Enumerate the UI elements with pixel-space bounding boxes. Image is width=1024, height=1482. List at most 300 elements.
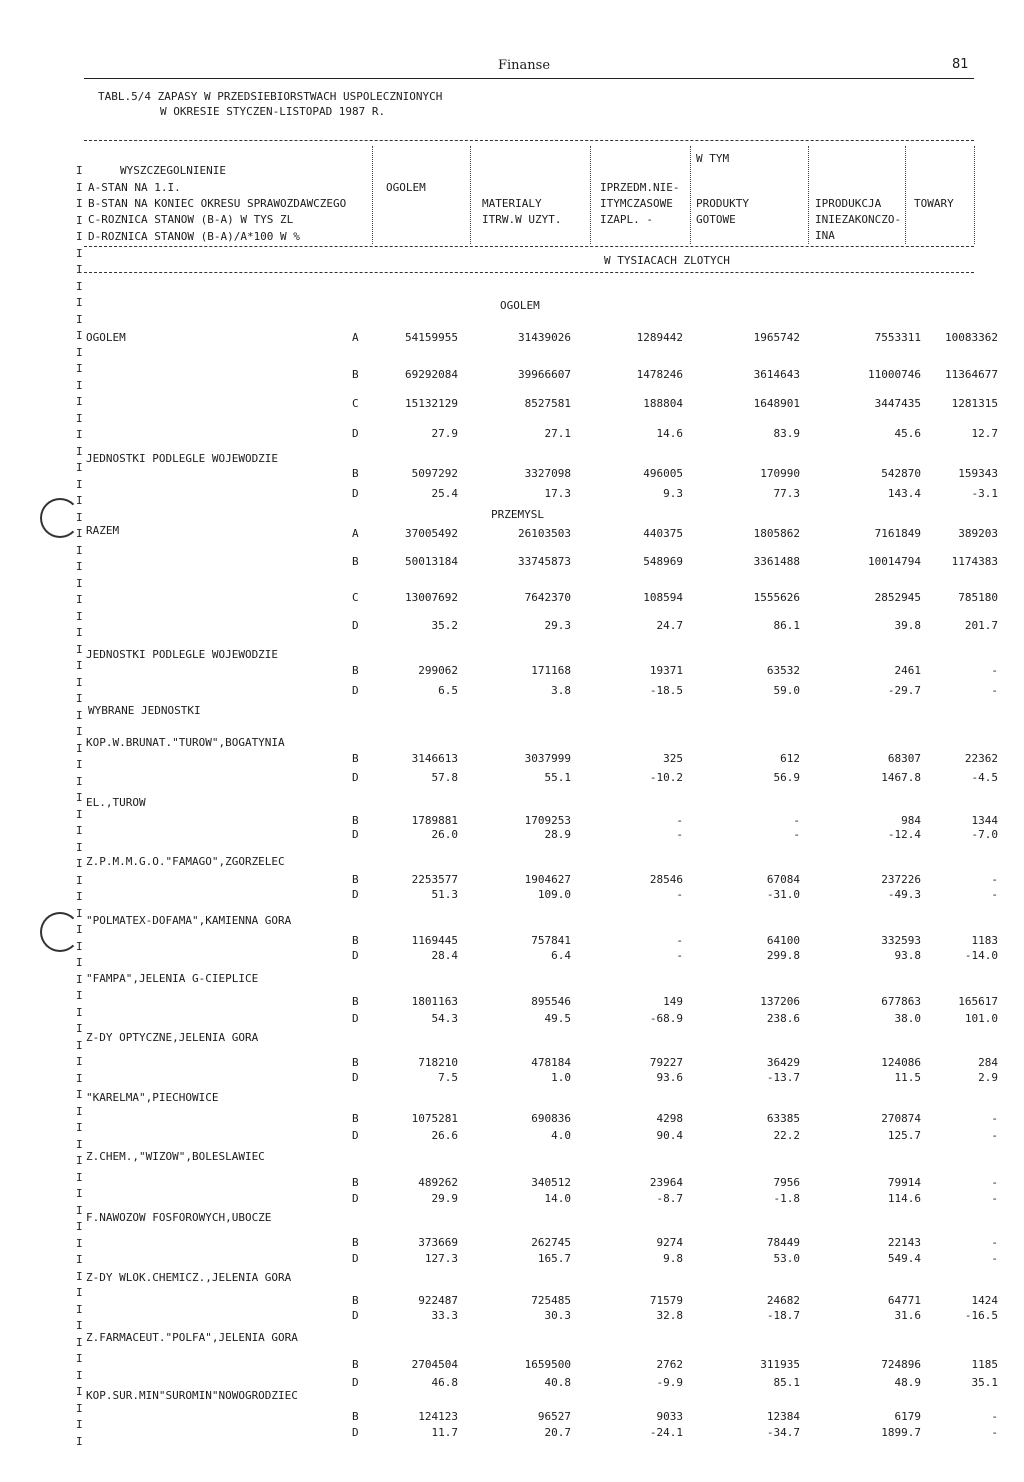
section-title: Finanse	[498, 58, 551, 73]
column-rule-mark: I	[76, 1088, 83, 1101]
cell-value: 3327098	[524, 467, 571, 480]
column-rule-mark: I	[76, 346, 83, 359]
cell-value: 238.6	[766, 1012, 800, 1025]
binder-hole-mark	[40, 498, 80, 538]
column-rule-mark: I	[76, 1072, 83, 1085]
cell-value: 127.3	[424, 1252, 458, 1265]
column-rule-mark: I	[76, 445, 83, 458]
column-rule-mark: I	[76, 1039, 83, 1052]
cell-value: 101.0	[964, 1012, 998, 1025]
cell-value: 137206	[760, 995, 800, 1008]
column-rule-mark: I	[76, 709, 83, 722]
row-code: B	[352, 1410, 359, 1423]
cell-value: 79227	[649, 1056, 683, 1069]
cell-value: 35.2	[431, 619, 458, 632]
cell-value: 159343	[958, 467, 998, 480]
row-code: D	[352, 619, 359, 632]
cell-value: 14.0	[544, 1192, 571, 1205]
header-column-label: GOTOWE	[696, 213, 736, 226]
cell-value: 29.3	[544, 619, 571, 632]
cell-value: -	[991, 664, 998, 677]
entity-name: Z-DY WLOK.CHEMICZ.,JELENIA GORA	[86, 1271, 292, 1284]
entity-name: Z-DY OPTYCZNE,JELENIA GORA	[86, 1031, 259, 1044]
cell-value: 373669	[418, 1236, 458, 1249]
cell-value: 1183	[971, 934, 998, 947]
cell-value: -3.1	[971, 487, 998, 500]
cell-value: 5097292	[411, 467, 458, 480]
column-rule-mark: I	[76, 907, 83, 920]
column-rule-mark: I	[76, 1154, 83, 1167]
cell-value: 1.0	[551, 1071, 571, 1084]
entity-name: EL.,TUROW	[86, 796, 146, 809]
cell-value: 496005	[643, 467, 683, 480]
cell-value: 12384	[766, 1410, 800, 1423]
column-rule-mark: I	[76, 593, 83, 606]
column-rule-mark: I	[76, 610, 83, 623]
cell-value: 1289442	[636, 331, 683, 344]
cell-value: 1648901	[753, 397, 800, 410]
column-rule-mark: I	[76, 956, 83, 969]
cell-value: 13007692	[405, 591, 458, 604]
cell-value: 284	[978, 1056, 998, 1069]
header-column-label: PRODUKTY	[696, 197, 749, 210]
row-code: C	[352, 397, 359, 410]
cell-value: 542870	[881, 467, 921, 480]
cell-value: 389203	[958, 527, 998, 540]
column-rule-mark: I	[76, 791, 83, 804]
cell-value: 46.8	[431, 1376, 458, 1389]
cell-value: -	[793, 828, 800, 841]
cell-value: 50013184	[405, 555, 458, 568]
cell-value: 4.0	[551, 1129, 571, 1142]
column-rule-mark: I	[76, 1138, 83, 1151]
row-code: B	[352, 664, 359, 677]
column-rule-mark: I	[76, 1303, 83, 1316]
cell-value: -	[991, 1112, 998, 1125]
cell-value: 69292084	[405, 368, 458, 381]
cell-value: 2852945	[874, 591, 921, 604]
header-w-tym: W TYM	[696, 152, 730, 165]
cell-value: 440375	[643, 527, 683, 540]
column-rule-mark: I	[76, 511, 83, 524]
cell-value: 40.8	[544, 1376, 571, 1389]
cell-value: 299062	[418, 664, 458, 677]
header-column-divider	[590, 146, 591, 244]
cell-value: 55.1	[544, 771, 571, 784]
cell-value: 3361488	[753, 555, 800, 568]
header-unit: W TYSIACACH ZLOTYCH	[604, 254, 730, 267]
cell-value: 1899.7	[881, 1426, 921, 1439]
header-label-line: A-STAN NA 1.I.	[88, 181, 181, 194]
column-rule-mark: I	[76, 1237, 83, 1250]
header-label-line: B-STAN NA KONIEC OKRESU SPRAWOZDAWCZEGO	[88, 197, 347, 210]
row-code: D	[352, 828, 359, 841]
row-code: D	[352, 771, 359, 784]
cell-value: 28.9	[544, 828, 571, 841]
header-column-divider	[690, 146, 691, 244]
cell-value: 1659500	[524, 1358, 571, 1371]
column-rule-mark: I	[76, 659, 83, 672]
header-column-label: IZAPL. -	[600, 213, 653, 226]
row-code: D	[352, 487, 359, 500]
cell-value: 49.5	[544, 1012, 571, 1025]
cell-value: -10.2	[649, 771, 683, 784]
cell-value: -	[991, 1129, 998, 1142]
cell-value: -31.0	[766, 888, 800, 901]
entity-name: "FAMPA",JELENIA G-CIEPLICE	[86, 972, 259, 985]
row-code: D	[352, 888, 359, 901]
cell-value: -14.0	[964, 949, 998, 962]
cell-value: 22.2	[773, 1129, 800, 1142]
cell-value: 922487	[418, 1294, 458, 1307]
binder-hole-mark	[40, 912, 80, 952]
column-rule-mark: I	[76, 1286, 83, 1299]
row-code: C	[352, 591, 359, 604]
header-label-line: C-ROZNICA STANOW (B-A) W TYS ZL	[88, 213, 294, 226]
cell-value: 48.9	[894, 1376, 921, 1389]
cell-value: 53.0	[773, 1252, 800, 1265]
cell-value: 270874	[881, 1112, 921, 1125]
cell-value: 262745	[531, 1236, 571, 1249]
cell-value: 757841	[531, 934, 571, 947]
cell-value: 3146613	[411, 752, 458, 765]
cell-value: -4.5	[971, 771, 998, 784]
cell-value: 7553311	[874, 331, 921, 344]
entity-name: JEDNOSTKI PODLEGLE WOJEWODZIE	[86, 452, 279, 465]
column-rule-mark: I	[76, 808, 83, 821]
entity-name: KOP.W.BRUNAT."TUROW",BOGATYNIA	[86, 736, 285, 749]
cell-value: 548969	[643, 555, 683, 568]
cell-value: -1.8	[773, 1192, 800, 1205]
cell-value: 24.7	[656, 619, 683, 632]
row-code: D	[352, 1252, 359, 1265]
column-rule-mark: I	[76, 428, 83, 441]
cell-value: 33.3	[431, 1309, 458, 1322]
column-rule-mark: I	[76, 544, 83, 557]
cell-value: -12.4	[887, 828, 921, 841]
cell-value: 7.5	[438, 1071, 458, 1084]
cell-value: 6.5	[438, 684, 458, 697]
column-rule-mark: I	[76, 676, 83, 689]
cell-value: 63532	[766, 664, 800, 677]
column-rule-mark: I	[76, 973, 83, 986]
cell-value: -	[991, 1410, 998, 1423]
cell-value: 35.1	[971, 1376, 998, 1389]
cell-value: 690836	[531, 1112, 571, 1125]
cell-value: 2253577	[411, 873, 458, 886]
column-rule-mark: I	[76, 263, 83, 276]
column-rule-mark: I	[76, 1319, 83, 1332]
cell-value: -	[991, 1176, 998, 1189]
column-rule-mark: I	[76, 1270, 83, 1283]
column-rule-mark: I	[76, 923, 83, 936]
header-column-label: IPRZEDM.NIE-	[600, 181, 680, 194]
cell-value: -	[991, 684, 998, 697]
cell-value: 33745873	[518, 555, 571, 568]
cell-value: 54.3	[431, 1012, 458, 1025]
cell-value: -34.7	[766, 1426, 800, 1439]
column-rule-mark: I	[76, 742, 83, 755]
cell-value: 1555626	[753, 591, 800, 604]
entity-name: RAZEM	[86, 524, 120, 537]
cell-value: 201.7	[964, 619, 998, 632]
cell-value: -29.7	[887, 684, 921, 697]
cell-value: 109.0	[537, 888, 571, 901]
cell-value: 108594	[643, 591, 683, 604]
column-rule-mark: I	[76, 197, 83, 210]
header-column-label: IPRODUKCJA	[815, 197, 882, 210]
cell-value: 143.4	[887, 487, 921, 500]
column-rule-mark: I	[76, 989, 83, 1002]
cell-value: 1174383	[951, 555, 998, 568]
cell-value: 9.3	[663, 487, 683, 500]
row-code: B	[352, 368, 359, 381]
cell-value: 83.9	[773, 427, 800, 440]
column-rule-mark: I	[76, 758, 83, 771]
header-label-line: D-ROZNICA STANOW (B-A)/A*100 W %	[88, 230, 300, 243]
cell-value: 724896	[881, 1358, 921, 1371]
cell-value: 237226	[881, 873, 921, 886]
cell-value: 32.8	[656, 1309, 683, 1322]
row-code: B	[352, 1176, 359, 1189]
row-code: D	[352, 427, 359, 440]
cell-value: 114.6	[887, 1192, 921, 1205]
cell-value: 677863	[881, 995, 921, 1008]
cell-value: 1789881	[411, 814, 458, 827]
cell-value: 895546	[531, 995, 571, 1008]
cell-value: 8527581	[524, 397, 571, 410]
column-rule-mark: I	[76, 1435, 83, 1448]
cell-value: -	[991, 1426, 998, 1439]
column-rule-mark: I	[76, 841, 83, 854]
header-column-label: INA	[815, 229, 835, 242]
cell-value: 3037999	[524, 752, 571, 765]
page-number: 81	[952, 57, 969, 72]
header-column-label: TOWARY	[914, 197, 954, 210]
cell-value: -7.0	[971, 828, 998, 841]
entity-name: F.NAWOZOW FOSFOROWYCH,UBOCZE	[86, 1211, 272, 1224]
column-rule-mark: I	[76, 1121, 83, 1134]
cell-value: 86.1	[773, 619, 800, 632]
header-rule-top	[84, 140, 974, 141]
cell-value: 1281315	[951, 397, 998, 410]
cell-value: 57.8	[431, 771, 458, 784]
column-rule-mark: I	[76, 527, 83, 540]
column-rule-mark: I	[76, 412, 83, 425]
cell-value: -49.3	[887, 888, 921, 901]
row-code: A	[352, 331, 359, 344]
cell-value: 39.8	[894, 619, 921, 632]
cell-value: 1478246	[636, 368, 683, 381]
cell-value: 1424	[971, 1294, 998, 1307]
row-code: D	[352, 1012, 359, 1025]
cell-value: 311935	[760, 1358, 800, 1371]
cell-value: 31.6	[894, 1309, 921, 1322]
column-rule-mark: I	[76, 181, 83, 194]
cell-value: 93.8	[894, 949, 921, 962]
column-rule-mark: I	[76, 940, 83, 953]
table-title-line1: TABL.5/4 ZAPASY W PRZEDSIEBIORSTWACH USPOLECZNIONYCH	[98, 90, 443, 103]
cell-value: 1075281	[411, 1112, 458, 1125]
column-rule-mark: I	[76, 1220, 83, 1233]
cell-value: 10014794	[868, 555, 921, 568]
column-rule-mark: I	[76, 1171, 83, 1184]
row-code: B	[352, 995, 359, 1008]
cell-value: 64771	[887, 1294, 921, 1307]
cell-value: 59.0	[773, 684, 800, 697]
cell-value: 22143	[887, 1236, 921, 1249]
column-rule-mark: I	[76, 395, 83, 408]
cell-value: 11.5	[894, 1071, 921, 1084]
cell-value: 1344	[971, 814, 998, 827]
cell-value: 9.8	[663, 1252, 683, 1265]
column-rule-mark: I	[76, 1204, 83, 1217]
cell-value: 25.4	[431, 487, 458, 500]
cell-value: 299.8	[766, 949, 800, 962]
entity-name: OGOLEM	[86, 331, 126, 344]
entity-name: Z.FARMACEUT."POLFA",JELENIA GORA	[86, 1331, 298, 1344]
row-code: B	[352, 1112, 359, 1125]
cell-value: 71579	[649, 1294, 683, 1307]
column-rule-mark: I	[76, 692, 83, 705]
header-column-divider	[808, 146, 809, 244]
cell-value: 30.3	[544, 1309, 571, 1322]
column-rule-mark: I	[76, 1253, 83, 1266]
entity-name: "KARELMA",PIECHOWICE	[86, 1091, 219, 1104]
cell-value: 26103503	[518, 527, 571, 540]
entity-name: Z.P.M.M.G.O."FAMAGO",ZGORZELEC	[86, 855, 285, 868]
column-rule-mark: I	[76, 1105, 83, 1118]
column-rule-mark: I	[76, 461, 83, 474]
header-column-divider	[905, 146, 906, 244]
cell-value: 124123	[418, 1410, 458, 1423]
cell-value: -24.1	[649, 1426, 683, 1439]
row-code: B	[352, 1056, 359, 1069]
column-rule-mark: I	[76, 577, 83, 590]
cell-value: 612	[780, 752, 800, 765]
row-code: B	[352, 467, 359, 480]
column-rule-mark: I	[76, 214, 83, 227]
cell-value: 90.4	[656, 1129, 683, 1142]
row-code: B	[352, 934, 359, 947]
cell-value: 478184	[531, 1056, 571, 1069]
header-ogolem: OGOLEM	[386, 181, 426, 194]
cell-value: 1801163	[411, 995, 458, 1008]
cell-value: 165617	[958, 995, 998, 1008]
header-column-divider	[974, 146, 975, 244]
cell-value: 39966607	[518, 368, 571, 381]
cell-value: 10083362	[945, 331, 998, 344]
section-przemysl: PRZEMYSL	[491, 508, 544, 521]
row-code: B	[352, 555, 359, 568]
cell-value: 11.7	[431, 1426, 458, 1439]
column-rule-mark: I	[76, 329, 83, 342]
cell-value: -16.5	[964, 1309, 998, 1322]
cell-value: -8.7	[656, 1192, 683, 1205]
cell-value: 37005492	[405, 527, 458, 540]
header-column-label: ITRW.W UZYT.	[482, 213, 562, 226]
row-code: B	[352, 814, 359, 827]
column-rule-mark: I	[76, 1055, 83, 1068]
cell-value: 20.7	[544, 1426, 571, 1439]
row-code: B	[352, 873, 359, 886]
cell-value: 63385	[766, 1112, 800, 1125]
cell-value: 718210	[418, 1056, 458, 1069]
cell-value: 27.9	[431, 427, 458, 440]
cell-value: -	[676, 828, 683, 841]
cell-value: 31439026	[518, 331, 571, 344]
cell-value: 24682	[766, 1294, 800, 1307]
header-column-label: INIEZAKONCZO-	[815, 213, 902, 226]
cell-value: 51.3	[431, 888, 458, 901]
cell-value: 2704504	[411, 1358, 458, 1371]
column-rule-mark: I	[76, 1187, 83, 1200]
cell-value: 125.7	[887, 1129, 921, 1142]
cell-value: 11364677	[945, 368, 998, 381]
row-code: A	[352, 527, 359, 540]
row-code: D	[352, 1129, 359, 1142]
cell-value: 332593	[881, 934, 921, 947]
cell-value: 2762	[656, 1358, 683, 1371]
row-code: D	[352, 1071, 359, 1084]
cell-value: -	[793, 814, 800, 827]
cell-value: 1169445	[411, 934, 458, 947]
cell-value: 15132129	[405, 397, 458, 410]
cell-value: 1965742	[753, 331, 800, 344]
header-column-label: MATERIALY	[482, 197, 542, 210]
column-rule-mark: I	[76, 874, 83, 887]
cell-value: 79914	[887, 1176, 921, 1189]
cell-value: 17.3	[544, 487, 571, 500]
cell-value: 26.0	[431, 828, 458, 841]
cell-value: 725485	[531, 1294, 571, 1307]
cell-value: 23964	[649, 1176, 683, 1189]
cell-value: 45.6	[894, 427, 921, 440]
column-rule-mark: I	[76, 1402, 83, 1415]
cell-value: 1185	[971, 1358, 998, 1371]
entity-name: KOP.SUR.MIN"SUROMIN"NOWOGRODZIEC	[86, 1389, 298, 1402]
column-rule-mark: I	[76, 1369, 83, 1382]
cell-value: 1805862	[753, 527, 800, 540]
column-rule-mark: I	[76, 478, 83, 491]
column-rule-mark: I	[76, 725, 83, 738]
cell-value: 9033	[656, 1410, 683, 1423]
cell-value: -	[676, 888, 683, 901]
cell-value: 170990	[760, 467, 800, 480]
entity-name: Z.CHEM.,"WIZOW",BOLESLAWIEC	[86, 1150, 265, 1163]
row-code: B	[352, 1236, 359, 1249]
cell-value: -18.7	[766, 1309, 800, 1322]
row-code: B	[352, 1294, 359, 1307]
column-rule-mark: I	[76, 1418, 83, 1431]
row-code: D	[352, 684, 359, 697]
cell-value: 3.8	[551, 684, 571, 697]
cell-value: 7642370	[524, 591, 571, 604]
cell-value: 3447435	[874, 397, 921, 410]
cell-value: 19371	[649, 664, 683, 677]
column-rule-mark: I	[76, 164, 83, 177]
column-rule-mark: I	[76, 626, 83, 639]
cell-value: 2461	[894, 664, 921, 677]
column-rule-mark: I	[76, 1006, 83, 1019]
column-rule-mark: I	[76, 280, 83, 293]
column-rule-mark: I	[76, 362, 83, 375]
cell-value: 78449	[766, 1236, 800, 1249]
cell-value: 11000746	[868, 368, 921, 381]
column-rule-mark: I	[76, 560, 83, 573]
cell-value: 68307	[887, 752, 921, 765]
cell-value: 38.0	[894, 1012, 921, 1025]
